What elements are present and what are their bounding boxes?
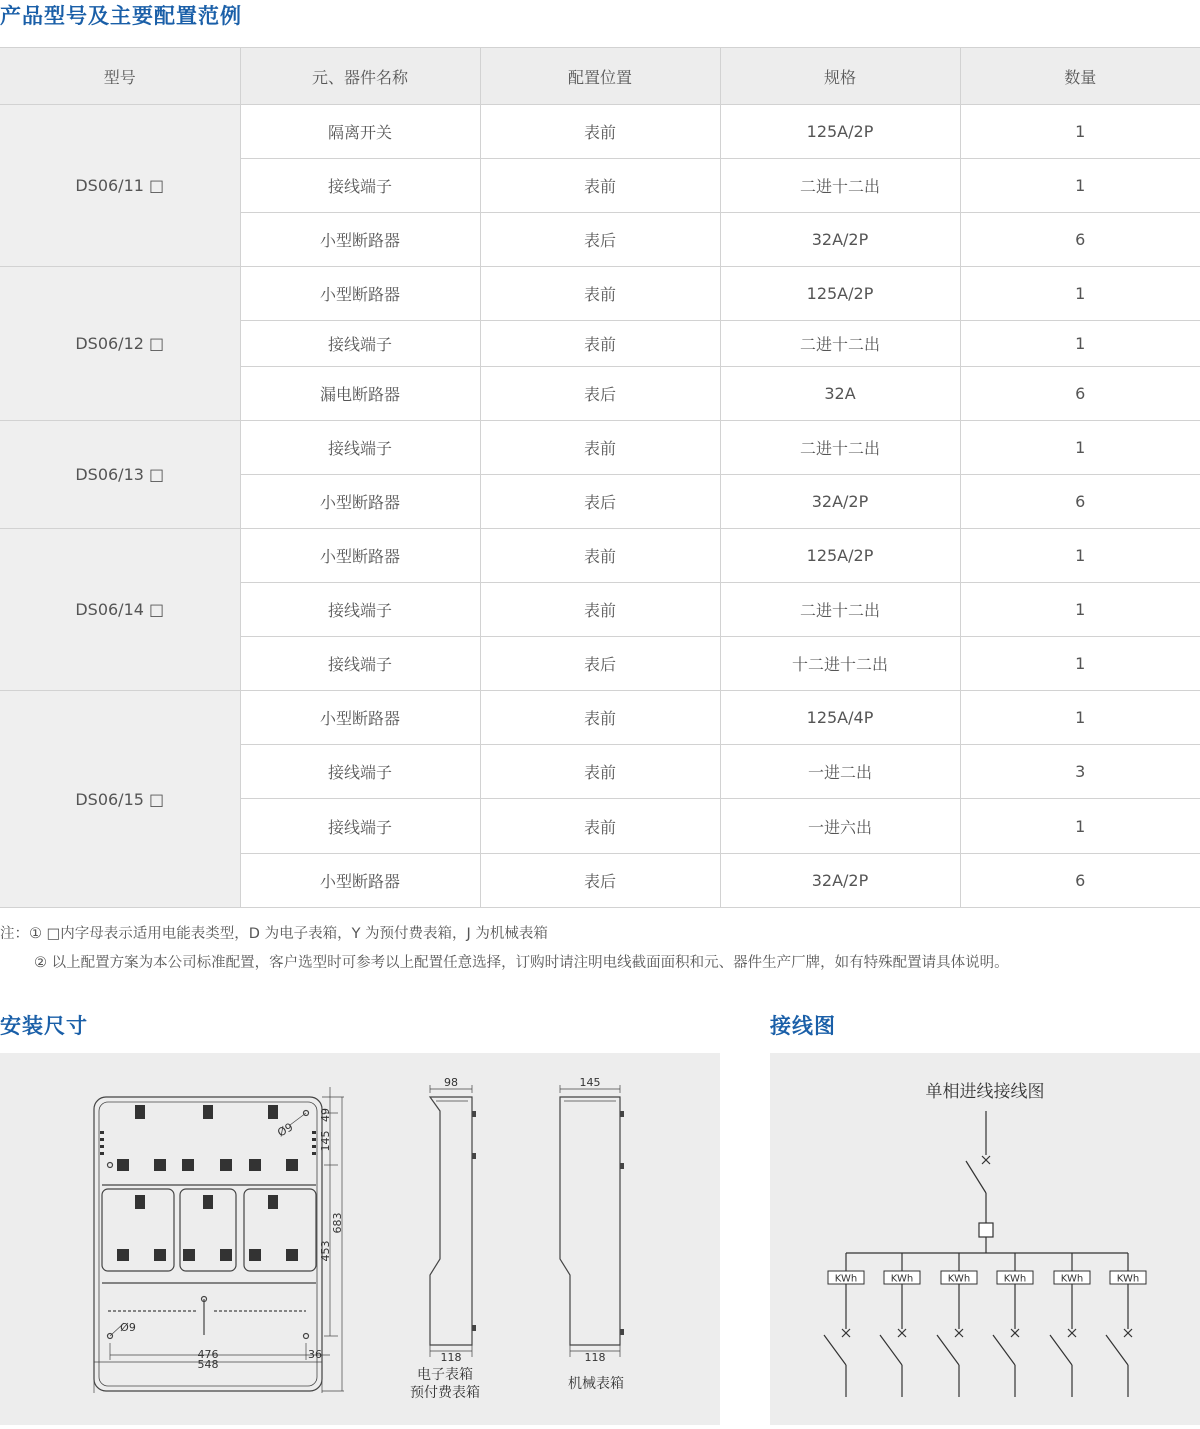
table-cell: 32A	[720, 367, 960, 421]
table-cell: 二进十二出	[720, 421, 960, 475]
dim-145-mech: 145	[579, 1076, 601, 1089]
table-cell: 漏电断路器	[240, 367, 480, 421]
side-view-mechanical	[560, 1097, 620, 1345]
table-cell: 隔离开关	[240, 105, 480, 159]
dim-98: 98	[444, 1076, 458, 1089]
dim-phi9-bottom: Ø9	[120, 1321, 136, 1334]
table-cell: 6	[960, 854, 1200, 908]
kwh-meter-label: KWh	[1060, 1273, 1084, 1285]
wiring-diagram-title: 单相进线接线图	[925, 1082, 1045, 1102]
breaker-switch	[937, 1335, 959, 1365]
table-cell: 小型断路器	[240, 475, 480, 529]
table-cell: 一进六出	[720, 799, 960, 854]
table-cell: 1	[960, 799, 1200, 854]
notes	[0, 920, 1009, 978]
kwh-meter-label: KWh	[1003, 1273, 1027, 1285]
table-cell: 十二进十二出	[720, 637, 960, 691]
table-cell: 32A/2P	[720, 854, 960, 908]
kwh-meter-label: KWh	[890, 1273, 914, 1285]
table-cell: 表前	[480, 321, 720, 367]
table-cell: 接线端子	[240, 159, 480, 213]
model-cell: DS06/14 □	[0, 529, 240, 691]
table-cell: 表前	[480, 159, 720, 213]
table-cell: 125A/4P	[720, 691, 960, 745]
table-cell: 1	[960, 637, 1200, 691]
table-cell: 小型断路器	[240, 213, 480, 267]
table-cell: 表后	[480, 637, 720, 691]
caption-prepaid: 预付费表箱	[410, 1385, 480, 1401]
table-row	[0, 529, 1200, 583]
table-cell: 6	[960, 475, 1200, 529]
dim-683: 683	[331, 1212, 344, 1234]
breaker-switch	[1106, 1335, 1128, 1365]
table-row	[0, 421, 1200, 475]
box-outline	[94, 1097, 322, 1391]
table-cell: 小型断路器	[240, 267, 480, 321]
kwh-meter-label: KWh	[1116, 1273, 1140, 1285]
column-header: 配置位置	[480, 48, 720, 105]
model-cell: DS06/13 □	[0, 421, 240, 529]
table-cell: 一进二出	[720, 745, 960, 799]
table-cell: 表后	[480, 475, 720, 529]
install-title: 安装尺寸	[0, 1014, 88, 1038]
table-cell: 二进十二出	[720, 583, 960, 637]
table-cell: 表前	[480, 691, 720, 745]
table-header-row	[0, 48, 1200, 105]
note-2: ② 以上配置方案为本公司标准配置，客户选型时可参考以上配置任意选择，订购时请注明电线截面面积和元、器件生产厂牌，如有特殊配置请具体说明。	[34, 955, 1009, 971]
breaker-switch	[993, 1335, 1015, 1365]
table-cell: 表前	[480, 583, 720, 637]
wiring-title: 接线图	[770, 1014, 836, 1038]
breaker-switch	[880, 1335, 902, 1365]
kwh-meter-label: KWh	[947, 1273, 971, 1285]
column-header: 型号	[0, 48, 240, 105]
table-cell: 125A/2P	[720, 267, 960, 321]
table-cell: 1	[960, 529, 1200, 583]
column-header: 数量	[960, 48, 1200, 105]
table-cell: 表前	[480, 529, 720, 583]
dim-145: 145	[319, 1130, 332, 1152]
table-cell: 接线端子	[240, 583, 480, 637]
table-cell: 32A/2P	[720, 475, 960, 529]
table-cell: 表前	[480, 421, 720, 475]
dim-118: 118	[440, 1351, 462, 1364]
dim-453: 453	[319, 1240, 332, 1262]
model-cell: DS06/15 □	[0, 691, 240, 908]
wiring-diagram	[770, 1053, 1200, 1425]
table-cell: 接线端子	[240, 799, 480, 854]
column-header: 规格	[720, 48, 960, 105]
table-cell: 125A/2P	[720, 105, 960, 159]
table-cell: 1	[960, 267, 1200, 321]
table-cell: 表后	[480, 213, 720, 267]
kwh-meter-label: KWh	[834, 1273, 858, 1285]
table-cell: 1	[960, 691, 1200, 745]
table-cell: 小型断路器	[240, 529, 480, 583]
note-1: 注：① □内字母表示适用电能表类型，D 为电子表箱，Y 为预付费表箱，J 为机械表箱	[0, 926, 548, 942]
table-cell: 接线端子	[240, 321, 480, 367]
table-cell: 6	[960, 367, 1200, 421]
install-panel	[0, 1053, 720, 1425]
table-cell: 1	[960, 105, 1200, 159]
breaker-switch	[1050, 1335, 1072, 1365]
table-cell: 表前	[480, 745, 720, 799]
caption-electronic-prepaid	[395, 1366, 495, 1402]
install-drawing	[0, 1053, 720, 1425]
dim-118-mech: 118	[584, 1351, 606, 1364]
table-cell: 小型断路器	[240, 854, 480, 908]
table-cell: 表后	[480, 367, 720, 421]
table-cell: 表后	[480, 854, 720, 908]
table-cell: 表前	[480, 267, 720, 321]
dim-49: 49	[319, 1108, 332, 1122]
caption-electronic: 电子表箱	[417, 1367, 473, 1383]
dim-476: 476	[197, 1348, 219, 1361]
table-cell: 3	[960, 745, 1200, 799]
table-cell: 二进十二出	[720, 159, 960, 213]
table-cell: 接线端子	[240, 745, 480, 799]
dim-36: 36	[308, 1348, 322, 1361]
breaker-switch	[824, 1335, 846, 1365]
caption-mechanical: 机械表箱	[568, 1376, 624, 1392]
table-cell: 1	[960, 583, 1200, 637]
table-cell: 表前	[480, 105, 720, 159]
table-row	[0, 267, 1200, 321]
table-cell: 1	[960, 321, 1200, 367]
table-cell: 接线端子	[240, 421, 480, 475]
table-cell: 二进十二出	[720, 321, 960, 367]
model-cell: DS06/12 □	[0, 267, 240, 421]
config-table	[0, 47, 1200, 908]
dim-548: 548	[197, 1358, 219, 1371]
model-cell: DS06/11 □	[0, 105, 240, 267]
table-cell: 接线端子	[240, 637, 480, 691]
table-row	[0, 691, 1200, 745]
side-view-electronic	[430, 1097, 472, 1345]
table-row	[0, 105, 1200, 159]
wiring-panel	[770, 1053, 1200, 1425]
table-cell: 125A/2P	[720, 529, 960, 583]
dim-phi9-top: Ø9	[275, 1120, 296, 1140]
table-cell: 表前	[480, 799, 720, 854]
page-title: 产品型号及主要配置范例	[0, 4, 242, 28]
table-cell: 6	[960, 213, 1200, 267]
column-header: 元、器件名称	[240, 48, 480, 105]
table-cell: 小型断路器	[240, 691, 480, 745]
table-cell: 32A/2P	[720, 213, 960, 267]
table-cell: 1	[960, 159, 1200, 213]
table-cell: 1	[960, 421, 1200, 475]
